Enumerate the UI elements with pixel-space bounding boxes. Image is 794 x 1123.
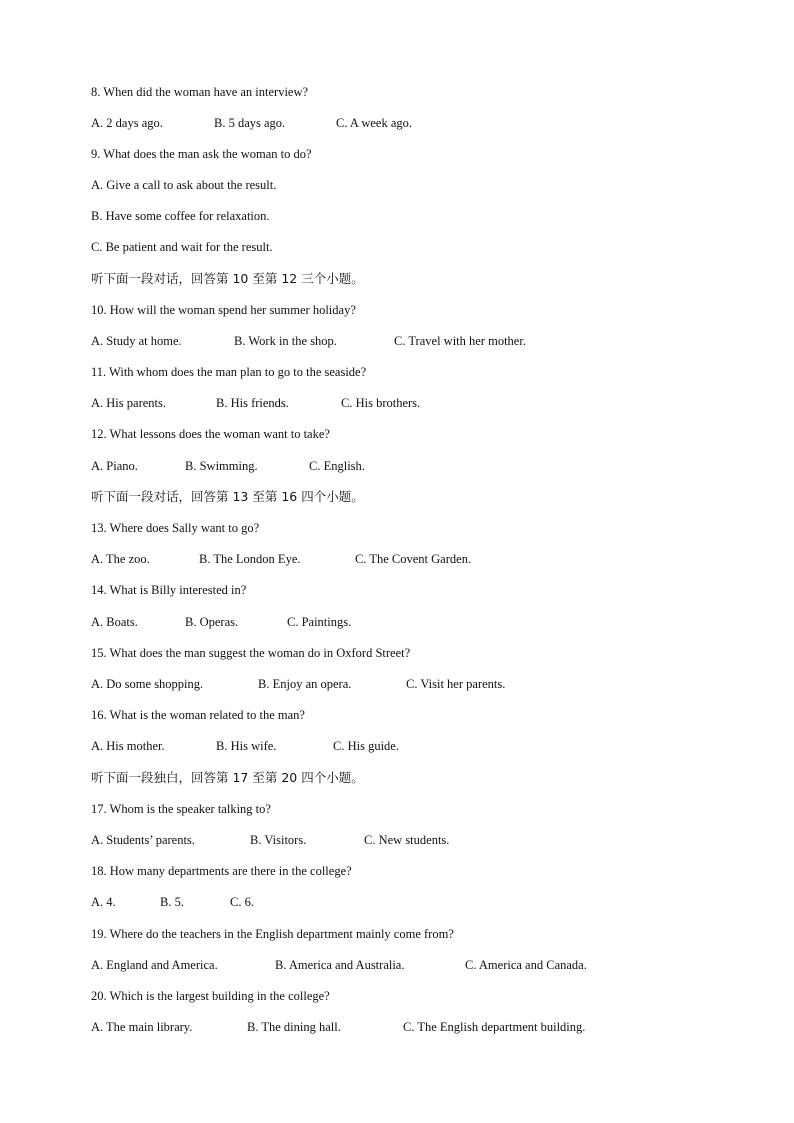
question-19: 19. Where do the teachers in the English department mainly come from?: [91, 927, 454, 941]
option-a: A. 2 days ago.: [91, 116, 163, 130]
option-c: C. Paintings.: [287, 615, 352, 629]
option-b: B. Enjoy an opera.: [258, 677, 352, 691]
option-b: B. The London Eye.: [199, 552, 301, 566]
option-a: A. The main library.: [91, 1020, 193, 1034]
question-10: 10. How will the woman spend her summer holiday?: [91, 303, 356, 317]
question-9: 9. What does the man ask the woman to do?: [91, 147, 312, 161]
section-heading: 听下面一段对话，回答第 13 至第 16 四个小题。: [91, 489, 364, 504]
option-b: B. Swimming.: [185, 459, 258, 473]
option-c: C. New students.: [364, 833, 450, 847]
option-b: B. America and Australia.: [275, 958, 405, 972]
option-c: C. 6.: [230, 895, 254, 909]
option-a: A. 4.: [91, 895, 116, 909]
option-b: B. His friends.: [216, 396, 289, 410]
question-15: 15. What does the man suggest the woman do in Oxford Street?: [91, 646, 411, 660]
option-a: A. Do some shopping.: [91, 677, 204, 691]
option-a: A. Give a call to ask about the result.: [91, 178, 277, 192]
question-13: 13. Where does Sally want to go?: [91, 521, 260, 535]
option-c: C. The English department building.: [403, 1020, 586, 1034]
option-c: C. English.: [309, 459, 365, 473]
option-b: B. 5 days ago.: [214, 116, 286, 130]
option-b: B. His wife.: [216, 739, 277, 753]
option-a: A. Boats.: [91, 615, 138, 629]
question-20: 20. Which is the largest building in the college?: [91, 989, 330, 1003]
question-16: 16. What is the woman related to the man?: [91, 708, 305, 722]
section-heading: 听下面一段独白，回答第 17 至第 20 四个小题。: [91, 770, 364, 785]
option-b: B. Work in the shop.: [234, 334, 337, 348]
option-c: C. A week ago.: [336, 116, 413, 130]
option-a: A. Piano.: [91, 459, 138, 473]
option-b: B. Operas.: [185, 615, 239, 629]
question-11: 11. With whom does the man plan to go to the seaside?: [91, 365, 367, 379]
question-8: 8. When did the woman have an interview?: [91, 85, 309, 99]
option-a: A. England and America.: [91, 958, 218, 972]
question-17: 17. Whom is the speaker talking to?: [91, 802, 271, 816]
option-c: C. Visit her parents.: [406, 677, 506, 691]
option-a: A. The zoo.: [91, 552, 150, 566]
option-c: C. His guide.: [333, 739, 399, 753]
option-a: A. Study at home.: [91, 334, 182, 348]
option-b: B. Have some coffee for relaxation.: [91, 209, 270, 223]
section-heading: 听下面一段对话，回答第 10 至第 12 三个小题。: [91, 271, 364, 286]
option-c: C. His brothers.: [341, 396, 421, 410]
question-14: 14. What is Billy interested in?: [91, 583, 247, 597]
question-12: 12. What lessons does the woman want to take?: [91, 427, 330, 441]
option-a: A. His mother.: [91, 739, 165, 753]
question-18: 18. How many departments are there in the college?: [91, 864, 352, 878]
option-c: C. Be patient and wait for the result.: [91, 240, 273, 254]
option-c: C. The Covent Garden.: [355, 552, 472, 566]
option-b: B. Visitors.: [250, 833, 307, 847]
option-a: A. His parents.: [91, 396, 166, 410]
option-b: B. 5.: [160, 895, 184, 909]
option-c: C. America and Canada.: [465, 958, 587, 972]
option-c: C. Travel with her mother.: [394, 334, 526, 348]
option-b: B. The dining hall.: [247, 1020, 341, 1034]
option-a: A. Students’ parents.: [91, 833, 195, 847]
